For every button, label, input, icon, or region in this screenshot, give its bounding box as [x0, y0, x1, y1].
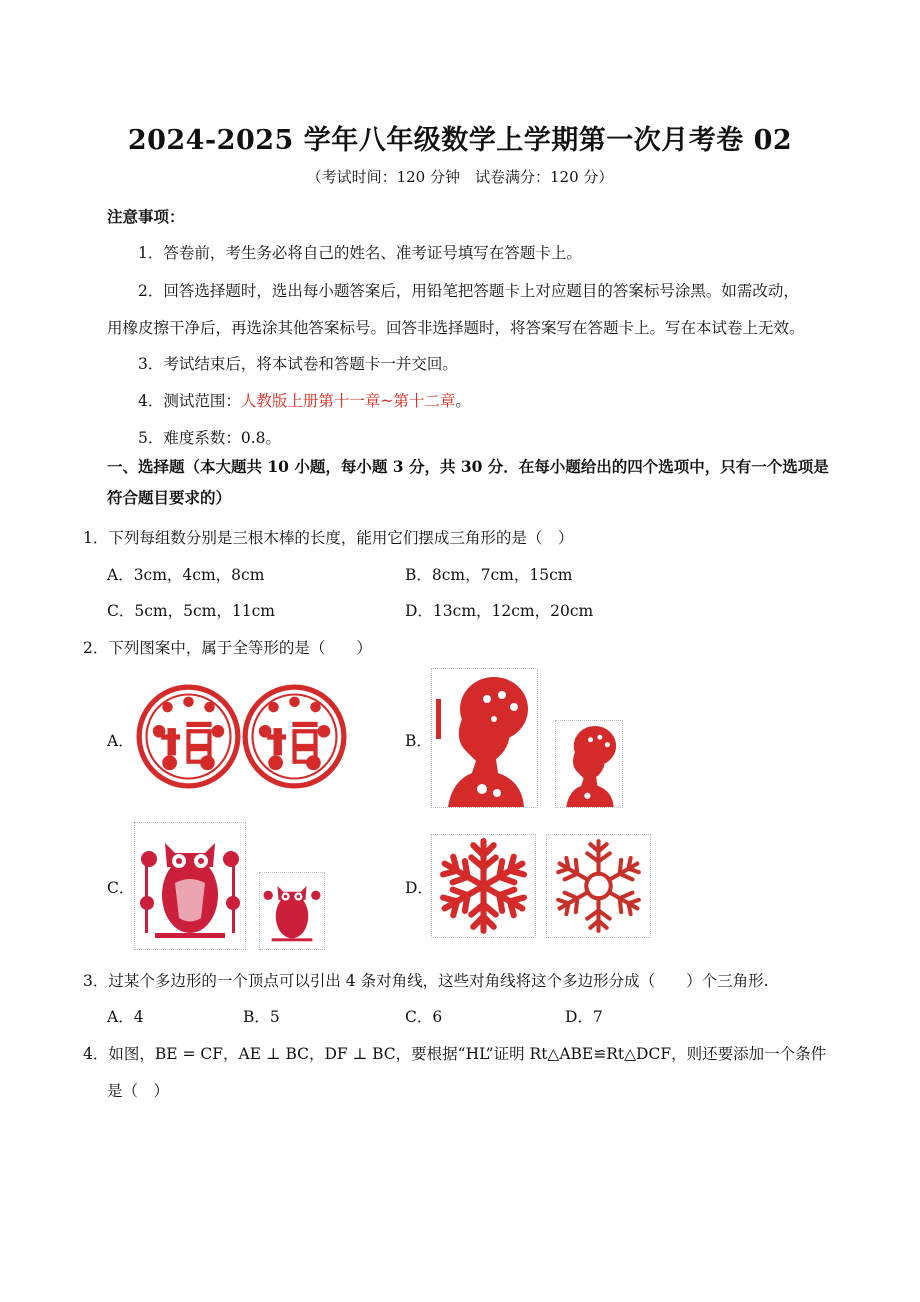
q2-option-b: B．	[405, 732, 432, 750]
opera-woman-papercut-large	[431, 668, 538, 808]
page-title: 2024-2025 学年八年级数学上学期第一次月考卷 02	[127, 125, 793, 156]
note-2: 2．回答选择题时，选出每小题答案后，用铅笔把答题卡上对应题目的答案标号涂黑。如需改动，	[138, 282, 799, 300]
q2-option-c: C．	[107, 879, 135, 897]
owl-papercut-small	[259, 872, 325, 950]
q4-stem: 4．如图，BE = CF，AE ⊥ BC，DF ⊥ BC，要根据“HL”证明 Rt△ABE≌Rt△DCF，则还要添加一个条件	[83, 1045, 827, 1063]
note-4-suffix: 。	[455, 392, 471, 410]
q2-stem: 2．下列图案中，属于全等形的是（ ）	[83, 639, 372, 657]
snowflake-ring	[546, 834, 651, 938]
q1-option-b: B．8cm，7cm，15cm	[405, 566, 573, 584]
note-1: 1．答卷前，考生务必将自己的姓名、准考证号填写在答题卡上。	[138, 244, 582, 262]
exam-info: （考试时间：120 分钟 试卷满分：120 分）	[306, 168, 614, 186]
note-5: 5．难度系数：0.8。	[138, 429, 282, 447]
note-4-prefix: 4．测试范围：	[138, 392, 241, 410]
q4-stem-cont: 是（ ）	[107, 1082, 170, 1100]
note-4-range: 人教版上册第十一章~第十二章	[240, 392, 456, 410]
snowflake-solid	[431, 834, 536, 938]
note-4	[138, 389, 471, 411]
notes-heading: 注意事项：	[107, 207, 185, 226]
fu-papercut-copy	[242, 684, 347, 789]
q2-option-d: D．	[405, 879, 433, 897]
note-3: 3．考试结束后，将本试卷和答题卡一并交回。	[138, 355, 458, 373]
section-heading: 一、选择题（本大题共 10 小题，每小题 3 分，共 30 分．在每小题给出的四个选项中，只有一个选项是	[107, 457, 829, 476]
q2-option-a: A．	[107, 732, 134, 750]
opera-woman-papercut-small	[555, 720, 623, 808]
owl-papercut-large	[134, 822, 246, 950]
q1-option-c: C．5cm，5cm，11cm	[107, 602, 275, 620]
q3-option-a: A．4	[107, 1008, 144, 1026]
section-heading-cont: 符合题目要求的）	[107, 488, 232, 507]
q3-option-c: C．6	[405, 1008, 443, 1026]
q3-option-b: B．5	[243, 1008, 280, 1026]
q3-stem: 3．过某个多边形的一个顶点可以引出 4 条对角线，这些对角线将这个多边形分成（ ）个三角形.	[83, 972, 769, 990]
fu-papercut-large	[136, 684, 241, 789]
q3-option-d: D．7	[565, 1008, 603, 1026]
q1-option-d: D．13cm，12cm，20cm	[405, 602, 594, 620]
q1-stem: 1．下列每组数分别是三根木棒的长度，能用它们摆成三角形的是（ ）	[83, 529, 574, 547]
note-2-cont: 用橡皮擦干净后，再选涂其他答案标号。回答非选择题时，将答案写在答题卡上。写在本试卷上无效。	[107, 319, 805, 337]
q1-option-a: A．3cm，4cm，8cm	[107, 566, 265, 584]
